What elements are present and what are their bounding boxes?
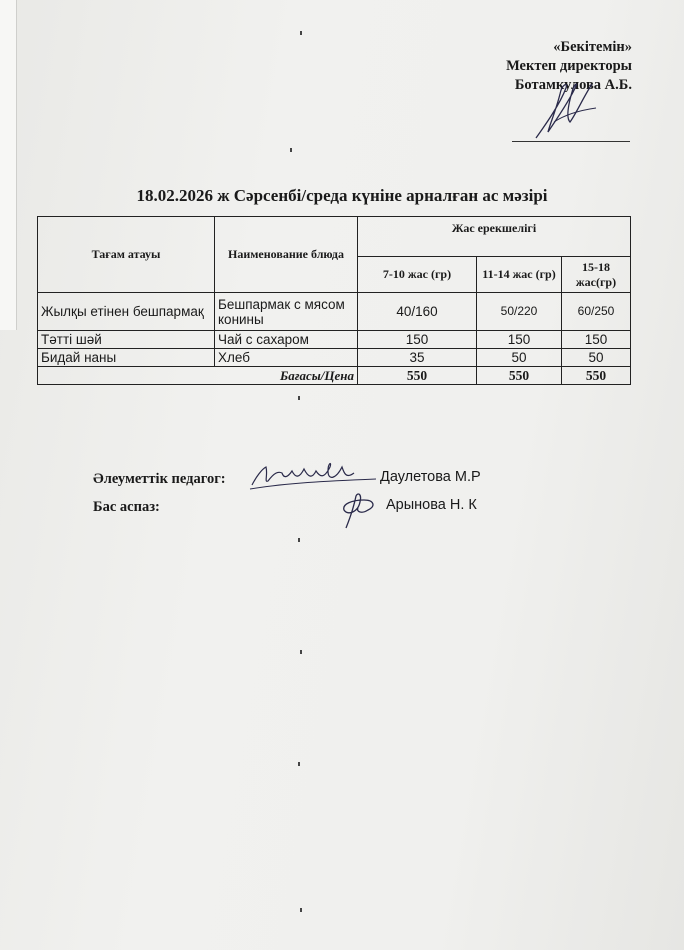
page-mark bbox=[298, 396, 300, 400]
portion-11-14: 150 bbox=[477, 331, 562, 349]
dish-name-ru: Бешпармак с мясом конины bbox=[215, 293, 358, 331]
pedagog-label: Әлеуметтік педагог: bbox=[93, 471, 226, 487]
table-row bbox=[38, 331, 631, 349]
portion-15-18: 50 bbox=[562, 349, 631, 367]
dish-name-ru: Хлеб bbox=[215, 349, 358, 367]
total-label: Бағасы/Цена bbox=[38, 367, 358, 385]
director-signature bbox=[526, 74, 606, 144]
approval-name: Ботамкулова А.Б. bbox=[514, 77, 632, 93]
portion-15-18: 60/250 bbox=[562, 293, 631, 331]
total-11-14: 550 bbox=[477, 367, 562, 385]
portion-11-14: 50 bbox=[477, 349, 562, 367]
header-age-11-14: 11-14 жас (гр) bbox=[477, 257, 562, 293]
total-row bbox=[38, 367, 631, 385]
page-mark bbox=[300, 31, 302, 35]
dish-name-ru: Чай с сахаром bbox=[215, 331, 358, 349]
portion-7-10: 150 bbox=[358, 331, 477, 349]
header-name-kz: Тағам атауы bbox=[38, 217, 215, 293]
cook-name: Арынова Н. К bbox=[386, 497, 477, 513]
portion-11-14: 50/220 bbox=[477, 293, 562, 331]
portion-7-10: 40/160 bbox=[358, 293, 477, 331]
total-15-18: 550 bbox=[562, 367, 631, 385]
header-age-group: Жас ерекшелігі bbox=[358, 217, 631, 257]
page-mark bbox=[298, 762, 300, 766]
table-row bbox=[38, 349, 631, 367]
portion-15-18: 150 bbox=[562, 331, 631, 349]
portion-7-10: 35 bbox=[358, 349, 477, 367]
cook-label: Бас аспаз: bbox=[93, 499, 160, 515]
total-7-10: 550 bbox=[358, 367, 477, 385]
header-age-7-10: 7-10 жас (гр) bbox=[358, 257, 477, 293]
dish-name-kz: Тәтті шәй bbox=[38, 331, 215, 349]
approval-position: Мектеп директоры bbox=[506, 58, 632, 74]
dish-name-kz: Бидай наны bbox=[38, 349, 215, 367]
page-mark bbox=[290, 148, 292, 152]
header-name-ru: Наименование блюда bbox=[215, 217, 358, 293]
page-mark bbox=[298, 538, 300, 542]
pedagog-name: Даулетова М.Р bbox=[380, 469, 481, 485]
approval-heading: «Бекітемін» bbox=[553, 39, 632, 55]
menu-title: 18.02.2026 ж Сәрсенбі/среда күніне арналған ас мәзірі bbox=[136, 186, 548, 205]
table-row bbox=[38, 293, 631, 331]
header-age-15-18: 15-18 жас(гр) bbox=[562, 257, 631, 293]
page-mark bbox=[300, 908, 302, 912]
page-mark bbox=[300, 650, 302, 654]
menu-table bbox=[37, 216, 631, 385]
dish-name-kz: Жылқы етінен бешпармақ bbox=[38, 293, 215, 331]
cook-signature bbox=[334, 488, 384, 532]
